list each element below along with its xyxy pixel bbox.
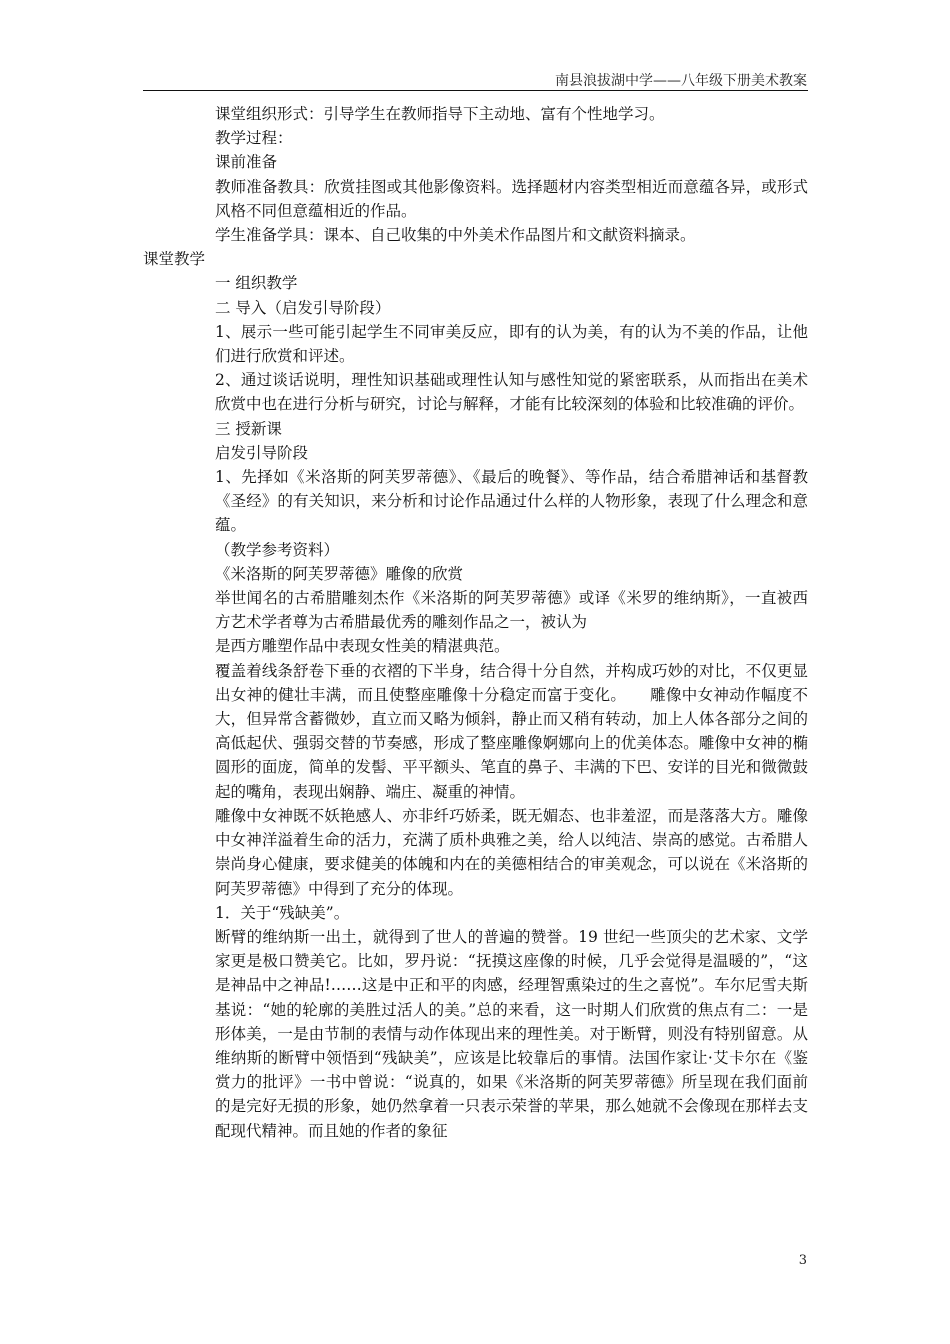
paragraph: 2、通过谈话说明，理性知识基础或理性认知与感性知觉的紧密联系，从而指出在美术欣赏中也在进行分析与研究，讨论与解释，才能有比较深刻的体验和比较准确的评价。 bbox=[215, 371, 808, 414]
paragraph: 课前准备 bbox=[215, 153, 278, 172]
paragraph: 断臂的维纳斯一出土，就得到了世人的普遍的赞誉。19 世纪一些顶尖的艺术家、文学家更是极口赞美它。比如，罗丹说：“抚摸这座像的时候，几乎会觉得是温暖的”，“这是神品中之神品!……这是中正和平的肉感，经理智熏染过的生之喜悦”。车尔尼雪夫斯基说：“她的轮廓的美胜过活人的美。”总的来看，这一时期人们欣赏的焦点有二：一是形体美，一是由节制的表情与动作体现出来的理性美。对于断臂，则没有特别留意。从维纳斯的断臂中领悟到“残缺美”，应该是比较靠后的事情。法国作家让·艾卡尔在《鉴赏力的批评》一书中曾说：“说真的，如果《米洛斯的阿芙罗蒂德》所呈现在我们面前的是完好无损的形象，她仍然拿着一只表示荣誉的苹果，那么她就不会像现在那样去支配现代精神。而且她的作者的象征 bbox=[215, 927, 808, 1140]
paragraph: 课堂组织形式：引导学生在教师指导下主动地、富有个性地学习。 bbox=[215, 105, 665, 123]
paragraph: 启发引导阶段 bbox=[215, 443, 309, 462]
page-number: 3 bbox=[798, 1253, 807, 1268]
paragraph: 1、展示一些可能引起学生不同审美反应，即有的认为美，有的认为不美的作品，让他们进行欣赏和评述。 bbox=[215, 322, 808, 366]
page-header-title: 南县浪拔湖中学——八年级下册美术教案 bbox=[555, 73, 807, 89]
paragraph: 二 导入（启发引导阶段） bbox=[215, 298, 391, 317]
paragraph: 教师准备教具：欣赏挂图或其他影像资料。选择题材内容类型相近而意蕴各异，或形式风格不同但意蕴相近的作品。 bbox=[215, 177, 808, 220]
document-body bbox=[143, 102, 808, 1143]
paragraph: （教学参考资料） bbox=[215, 540, 340, 559]
paragraph: 《米洛斯的阿芙罗蒂德》雕像的欣赏 bbox=[215, 564, 464, 583]
paragraph: 是西方雕塑作品中表现女性美的精湛典范。 bbox=[215, 637, 510, 656]
paragraph: 课堂教学 bbox=[143, 250, 206, 269]
paragraph: 1．关于“残缺美”。 bbox=[215, 903, 350, 922]
paragraph: 一 组织教学 bbox=[215, 274, 298, 293]
paragraph: 1、先择如《米洛斯的阿芙罗蒂德》、《最后的晚餐》、等作品，结合希腊神话和基督教《圣经》的有关知识，来分析和讨论作品通过什么样的人物形象，表现了什么理念和意蕴。 bbox=[215, 468, 808, 535]
header-divider bbox=[143, 90, 808, 91]
paragraph: 举世闻名的古希腊雕刻杰作《米洛斯的阿芙罗蒂德》或译《米罗的维纳斯》，一直被西方艺术学者尊为古希腊最优秀的雕刻作品之一，被认为 bbox=[215, 589, 808, 632]
paragraph: 覆盖着线条舒卷下垂的衣褶的下半身，结合得十分自然，并构成巧妙的对比，不仅更显出女神的健壮丰满，而且使整座雕像十分稳定而富于变化。 雕像中女神动作幅度不大，但异常含蓄微妙，直立而又略为倾斜，静止而又稍有转动，加上人体各部分之间的高低起伏、强弱交替的节奏感，形成了整座雕像婀娜向上的优美体态。雕像中女神的椭圆形的面庞，简单的发髻、平平额头、笔直的鼻子、丰满的下巴、安详的目光和微微鼓起的嘴角，表现出娴静、端庄、凝重的神情。 bbox=[215, 661, 808, 801]
paragraph: 学生准备学具：课本、自己收集的中外美术作品图片和文献资料摘录。 bbox=[215, 226, 696, 245]
paragraph: 雕像中女神既不妖艳感人、亦非纤巧娇柔，既无媚态、也非羞涩，而是落落大方。雕像中女神洋溢着生命的活力，充满了质朴典雅之美，给人以纯洁、崇高的感觉。古希腊人崇尚身心健康，要求健美的体魄和内在的美德相结合的审美观念，可以说在《米洛斯的阿芙罗蒂德》中得到了充分的体现。 bbox=[215, 806, 808, 898]
paragraph: 教学过程： bbox=[215, 129, 293, 148]
paragraph: 三 授新课 bbox=[215, 419, 282, 438]
